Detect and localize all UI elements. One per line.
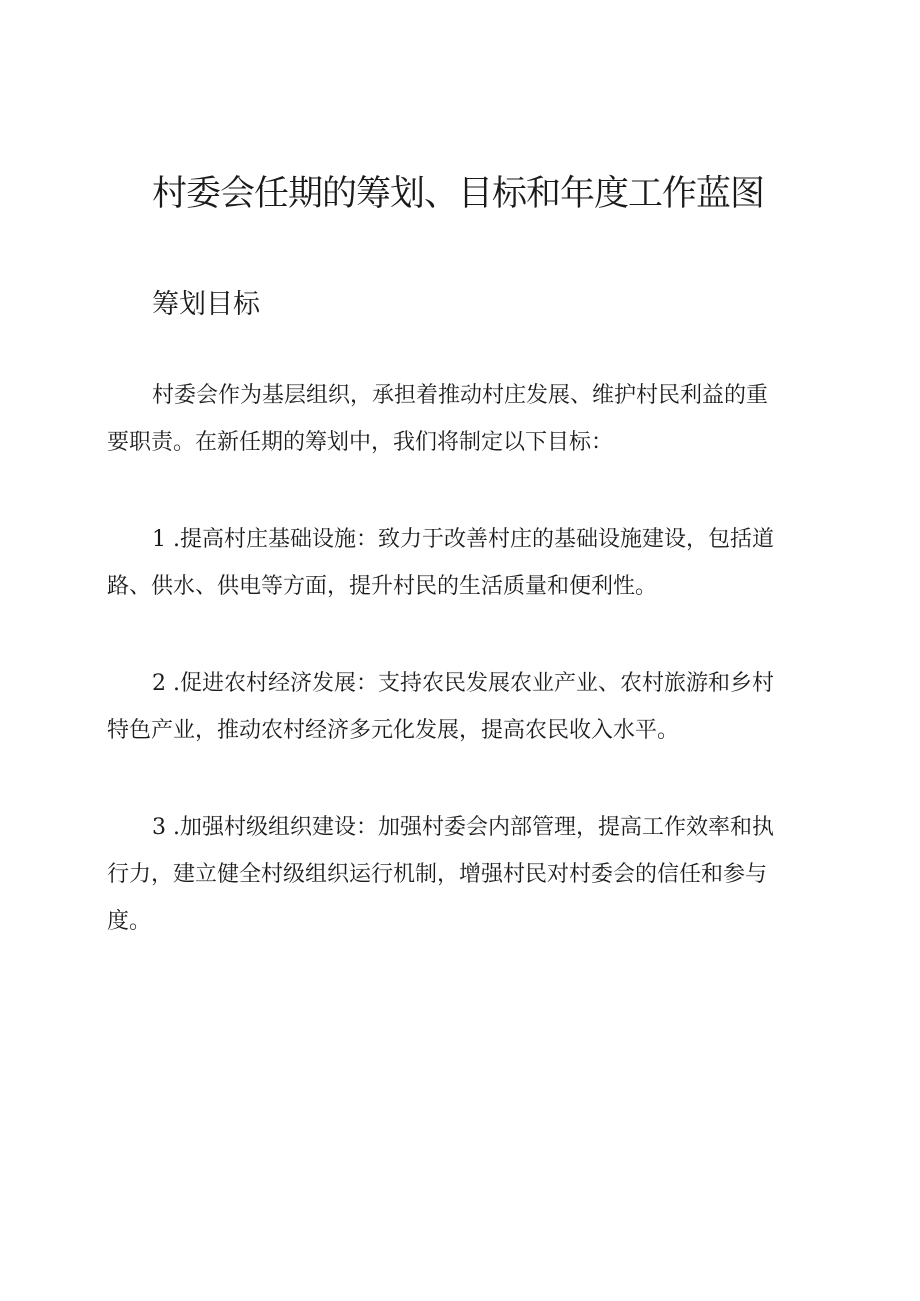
goal-item-3-line-3: 度。 (107, 909, 152, 934)
goal-item-3-line-2: 行力，建立健全村级组织运行机制，增强村民对村委会的信任和参与 (107, 862, 768, 887)
document-title: 村委会任期的筹划、目标和年度工作蓝图 (152, 174, 765, 214)
goal-item-3 (107, 804, 813, 945)
intro-line-2: 要职责。在新任期的筹划中，我们将制定以下目标： (107, 430, 614, 455)
intro-line-1: 村委会作为基层组织，承担着推动村庄发展、维护村民利益的重 (152, 383, 769, 408)
section-heading: 筹划目标 (152, 289, 260, 320)
goal-item-2 (107, 660, 813, 754)
goal-item-1 (107, 516, 813, 610)
goal-item-1-line-2: 路、供水、供电等方面，提升村民的生活质量和便利性。 (107, 574, 658, 599)
goal-item-3-line-1: 3 .加强村级组织建设：加强村委会内部管理，提高工作效率和执 (152, 815, 774, 840)
goal-item-2-line-2: 特色产业，推动农村经济多元化发展，提高农民收入水平。 (107, 718, 680, 743)
goal-item-2-line-1: 2 .促进农村经济发展：支持农民发展农业产业、农村旅游和乡村 (152, 671, 774, 696)
goal-item-1-line-1: 1 .提高村庄基础设施：致力于改善村庄的基础设施建设，包括道 (152, 527, 774, 552)
intro-paragraph (107, 372, 813, 466)
